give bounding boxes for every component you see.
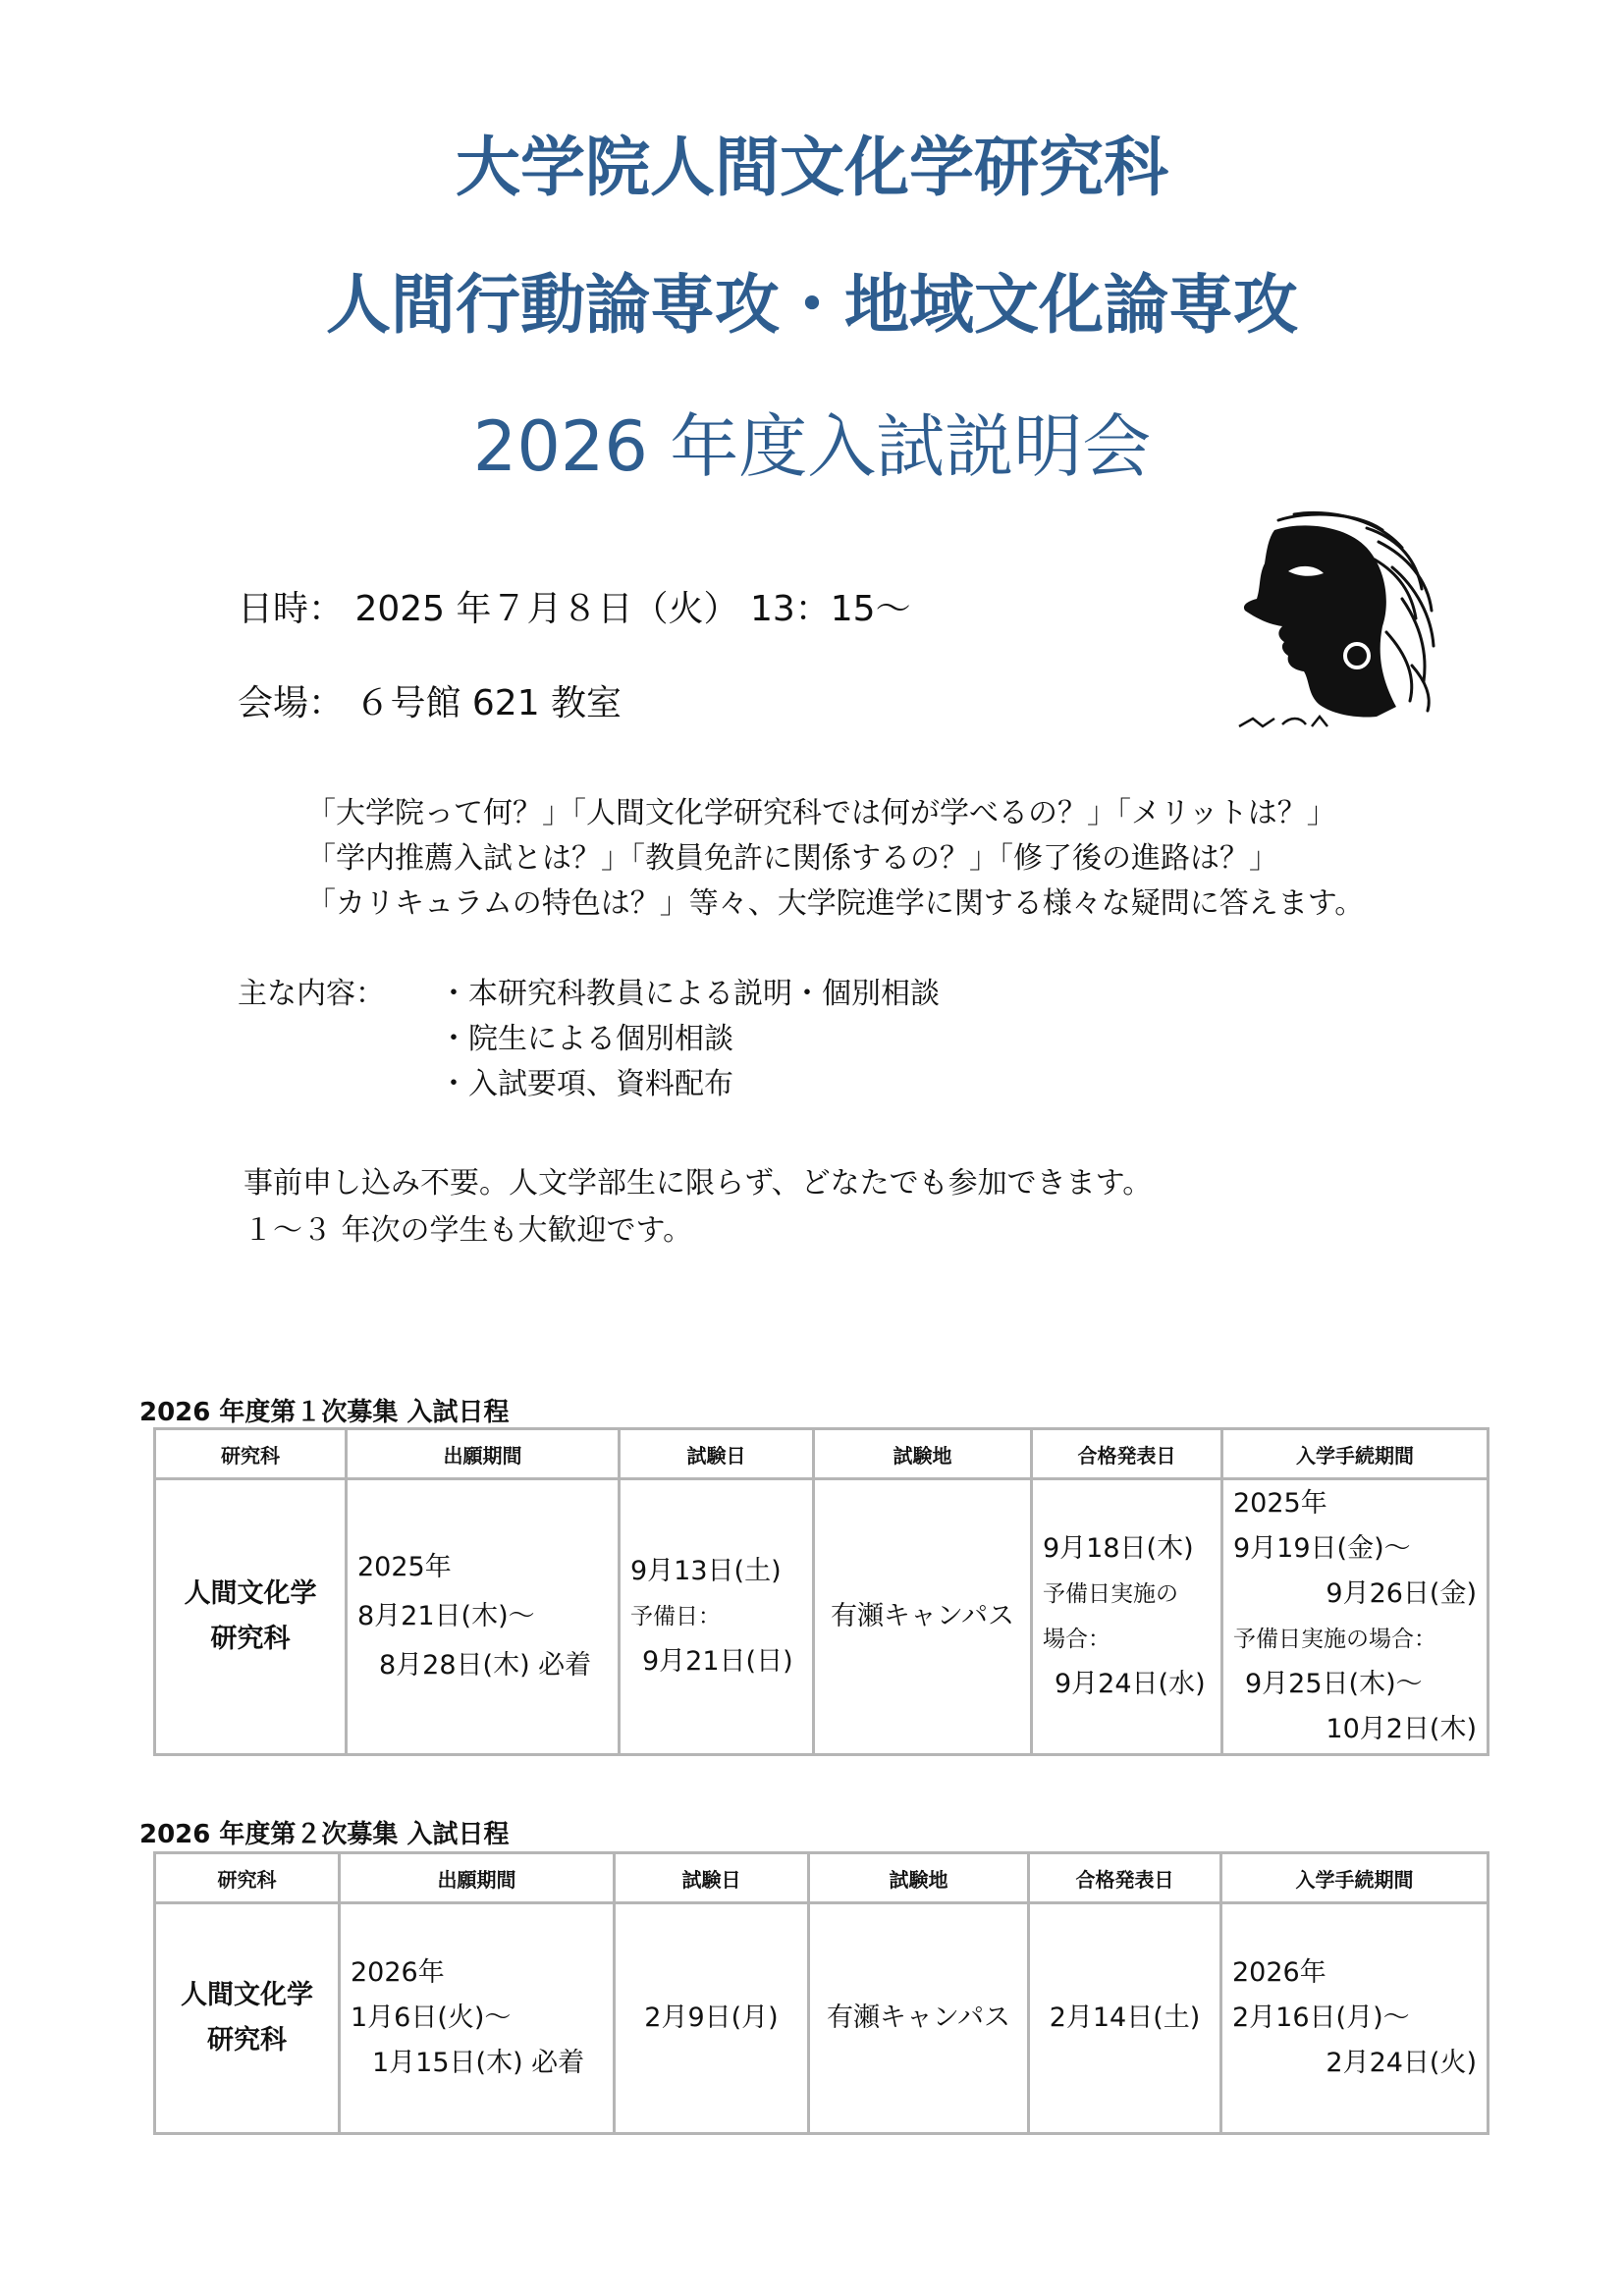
col-header-exam-location: 試験地 [814,1429,1032,1479]
col-header-application: 出願期間 [340,1853,615,1903]
lead-line: 「カリキュラムの特色は？」等々、大学院進学に関する様々な疑問に答えます。 [306,886,1365,921]
col-header-enrollment: 入学手続期間 [1221,1853,1489,1903]
table-header-row [155,1853,1489,1903]
col-header-exam-date: 試験日 [620,1429,814,1479]
cell-announcement: 2月14日(土) [1029,1903,1221,2134]
notice-line: １～３ 年次の学生も大歓迎です。 [244,1213,693,1248]
table-row [155,1903,1489,2134]
title-graduate-school: 大学院人間文化学研究科 [456,130,1168,205]
schedule1-table [153,1427,1489,1756]
classical-profile-head-logo [1210,508,1445,736]
notice-line: 事前申し込み不要。人文学部生に限らず、どなたでも参加できます。 [244,1166,1153,1201]
col-header-exam-location: 試験地 [809,1853,1029,1903]
col-header-dept: 研究科 [155,1429,347,1479]
col-header-announcement: 合格発表日 [1029,1853,1221,1903]
cell-application: 2025年 8月21日(木)～ 8月28日(木) 必着 [347,1479,620,1755]
lead-line: 「大学院って何？」「人間文化学研究科では何が学べるの？」「メリットは？」 [306,796,1336,830]
title-majors: 人間行動論専攻・地域文化論専攻 [326,267,1298,343]
schedule1-title: 2026 年度第１次募集 入試日程 [139,1398,510,1427]
event-date: 日時： 2025 年７月８日（火） 13：15～ [238,589,911,629]
lead-questions [306,791,1364,927]
cell-exam-date: 2月9日(月) [615,1903,809,2134]
col-header-announcement: 合格発表日 [1032,1429,1222,1479]
main-contents-label: 主な内容： [238,977,385,1011]
table-header-row [155,1429,1489,1479]
notice [244,1160,1152,1255]
col-header-dept: 研究科 [155,1853,340,1903]
schedule2-table [153,1851,1489,2135]
cell-announcement: 9月18日(木) 予備日実施の 場合： 9月24日(水) [1032,1479,1222,1755]
col-header-exam-date: 試験日 [615,1853,809,1903]
list-item: ・入試要項、資料配布 [439,1067,733,1101]
schedule2-title: 2026 年度第２次募集 入試日程 [139,1820,510,1849]
cell-exam-date: 9月13日(土) 予備日： 9月21日(日) [620,1479,814,1755]
cell-enrollment: 2026年 2月16日(月)～ 2月24日(火) [1221,1903,1489,2134]
table-row [155,1479,1489,1755]
col-header-application: 出願期間 [347,1429,620,1479]
cell-exam-location: 有瀬キャンパス [814,1479,1032,1755]
cell-enrollment: 2025年 9月19日(金)～ 9月26日(金) 予備日実施の場合： 9月25日(木)～ 10月2日(木) [1222,1479,1489,1755]
col-header-enrollment: 入学手続期間 [1222,1429,1489,1479]
title-event: 2026 年度入試説明会 [472,406,1152,487]
cell-dept: 人間文化学 研究科 [155,1903,340,2134]
cell-exam-location: 有瀬キャンパス [809,1903,1029,2134]
cell-dept: 人間文化学 研究科 [155,1479,347,1755]
main-contents-list [439,972,940,1107]
cell-application: 2026年 1月6日(火)～ 1月15日(木) 必着 [340,1903,615,2134]
lead-line: 「学内推薦入試とは？」「教員免許に関係するの？」「修了後の進路は？」 [306,841,1278,876]
list-item: ・院生による個別相談 [439,1022,733,1056]
event-venue: 会場： ６号館 621 教室 [238,683,623,723]
list-item: ・本研究科教員による説明・個別相談 [439,977,940,1011]
